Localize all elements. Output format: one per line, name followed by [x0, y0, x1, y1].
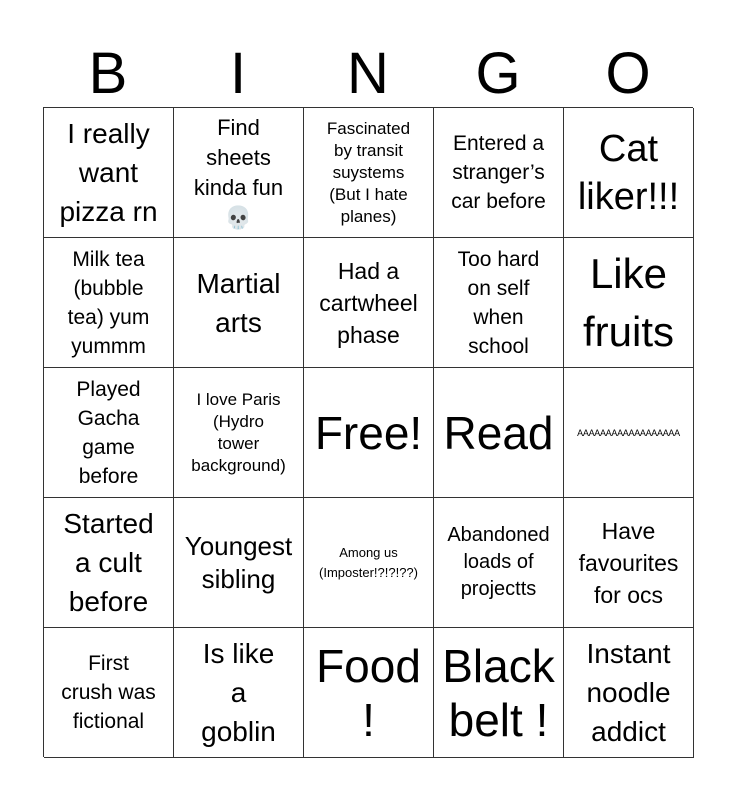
cell-text: Martial arts	[196, 267, 281, 338]
cell-text: Fascinated by transit suystems (But I hate planes)	[326, 118, 411, 226]
cell-text: Among us (Imposter!?!?!??)	[319, 544, 418, 580]
cell-text: Played Gacha game before	[76, 377, 141, 488]
bingo-cell[interactable]	[44, 108, 174, 238]
bingo-cell[interactable]	[304, 238, 434, 368]
bingo-cell[interactable]	[174, 628, 304, 758]
cell-text: Abandoned loads of projectts	[447, 524, 550, 600]
cell-text: Entered a stranger’s car before	[451, 132, 546, 213]
cell-text: Like fruits	[582, 249, 674, 355]
bingo-board	[43, 107, 693, 757]
bingo-cell[interactable]	[564, 498, 694, 628]
cell-text: First crush was fictional	[61, 652, 156, 733]
free-space-cell[interactable]	[304, 368, 434, 498]
bingo-cell[interactable]	[174, 498, 304, 628]
bingo-cell[interactable]	[564, 628, 694, 758]
bingo-cell[interactable]	[304, 498, 434, 628]
bingo-cell[interactable]	[304, 108, 434, 238]
cell-text: AAAAAAAAAAAAAAAAAA	[577, 427, 680, 438]
bingo-cell[interactable]	[434, 498, 564, 628]
bingo-cell[interactable]	[434, 628, 564, 758]
bingo-cell[interactable]	[44, 368, 174, 498]
bingo-cell[interactable]	[304, 628, 434, 758]
cell-text: Is like a goblin	[201, 638, 276, 747]
cell-text: Milk tea (bubble tea) yum yummm	[67, 247, 150, 358]
bingo-cell[interactable]	[174, 108, 304, 238]
bingo-cell[interactable]	[44, 628, 174, 758]
header-letter-g: G	[475, 41, 521, 106]
cell-text: Started a cult before	[63, 508, 154, 617]
cell-text: Free!	[314, 406, 423, 459]
bingo-cell[interactable]	[174, 368, 304, 498]
cell-text: Youngest sibling	[184, 530, 293, 594]
cell-text: Food !	[316, 639, 421, 746]
bingo-header	[43, 40, 693, 108]
bingo-cell[interactable]	[44, 498, 174, 628]
bingo-cell[interactable]	[174, 238, 304, 368]
cell-text: I really want pizza rn	[59, 118, 158, 227]
cell-text: Have favourites for ocs	[578, 517, 679, 608]
cell-text: Read	[443, 406, 554, 459]
header-letter-o: O	[605, 41, 651, 106]
bingo-cell[interactable]	[44, 238, 174, 368]
cell-text: Instant noodle addict	[586, 638, 671, 747]
cell-text: I love Paris (Hydro tower background)	[191, 389, 286, 475]
cell-text: Cat liker!!!	[577, 127, 680, 218]
header-letter-n: N	[347, 41, 389, 106]
cell-text: Too hard on self when school	[457, 247, 540, 358]
bingo-cell[interactable]	[564, 108, 694, 238]
bingo-cell[interactable]	[434, 368, 564, 498]
bingo-cell[interactable]	[564, 368, 694, 498]
cell-text: Black belt !	[442, 639, 555, 746]
bingo-cell[interactable]	[564, 238, 694, 368]
header-letter-i: I	[229, 41, 247, 106]
bingo-cell[interactable]	[434, 238, 564, 368]
cell-text: Find sheets kinda fun 💀	[193, 114, 284, 230]
bingo-cell[interactable]	[434, 108, 564, 238]
cell-text: Had a cartwheel phase	[319, 257, 418, 348]
header-letter-b: B	[88, 41, 128, 106]
